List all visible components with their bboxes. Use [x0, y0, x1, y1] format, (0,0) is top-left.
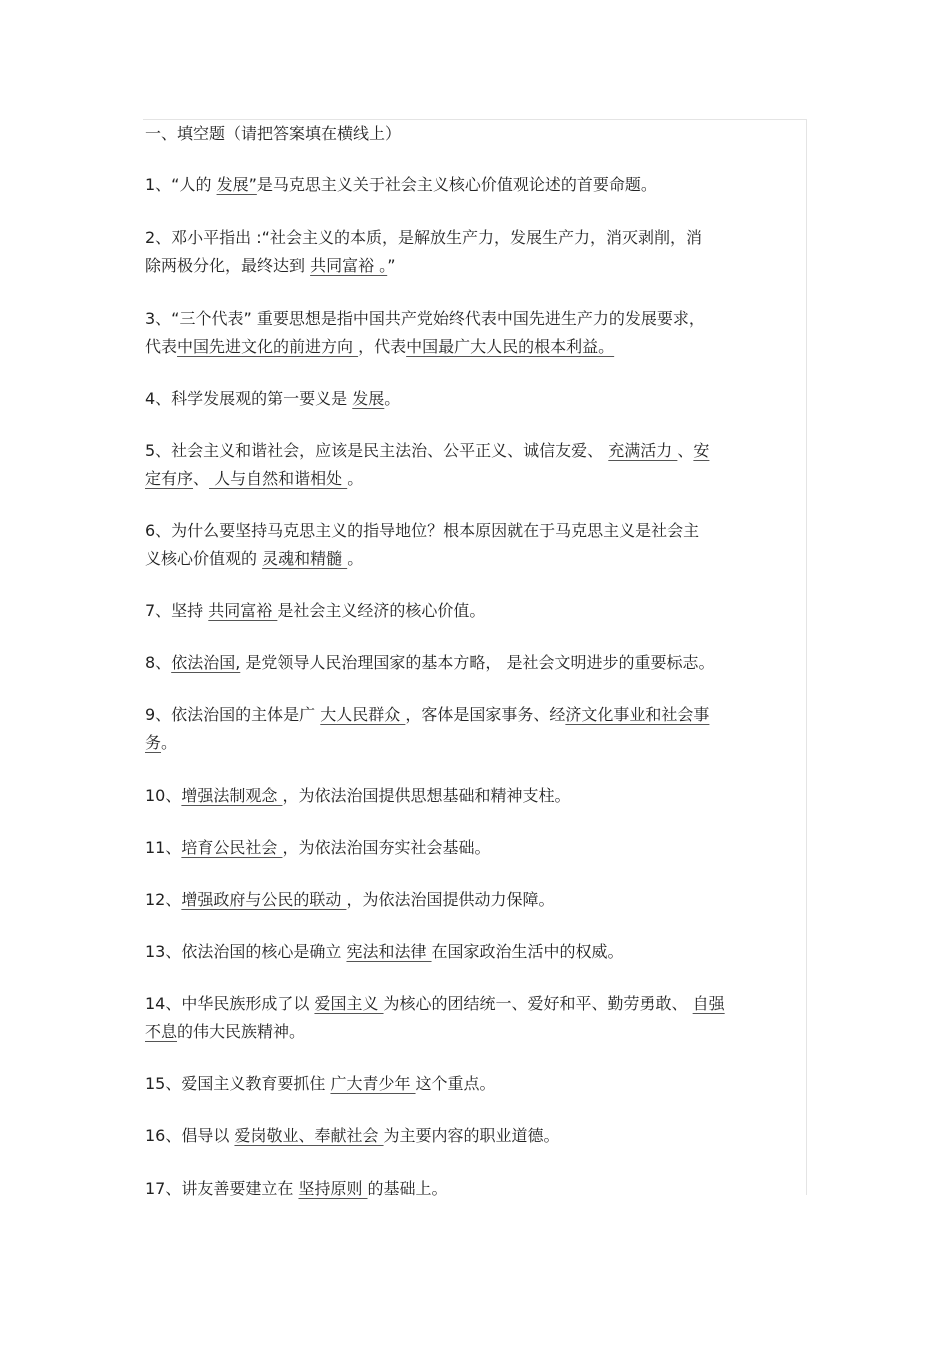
question-text: ，为依法治国夯实社会基础。 [282, 838, 491, 857]
answer-blank: 依法治国, [171, 653, 241, 672]
answer-blank: 不息 [145, 1022, 178, 1041]
answer-blank: 爱国主义 [314, 994, 384, 1013]
answer-blank: 济文化事业和社会事 [565, 705, 710, 724]
question-line [145, 1126, 560, 1146]
answer-blank: 共同富裕 [208, 601, 278, 620]
answer-blank: 宪法和法律 [346, 942, 432, 961]
answer-blank: 自强 [692, 994, 725, 1013]
question-text: 17、讲友善要建立在 [145, 1179, 299, 1198]
question-text: 。 [347, 469, 364, 488]
answer-blank: 大人民群众 [320, 705, 406, 724]
question-text: 8、 [145, 653, 172, 672]
question-text: 是马克思主义关于社会主义核心价值观论述的首要命题。 [256, 175, 657, 194]
question-line [145, 942, 624, 962]
question-text: 2、邓小平指出 :“社会主义的本质，是解放生产力，发展生产力，消灭剥削，消 [145, 228, 702, 247]
question-text: 除两极分化，最终达到 [145, 256, 311, 275]
question-line [145, 441, 709, 461]
question-line [145, 733, 177, 753]
question-text: 是党领导人民治理国家的基本方略， 是社会文明进步的重要标志。 [240, 653, 715, 672]
question-text: 的基础上。 [367, 1179, 448, 1198]
question-text: 。 [161, 733, 178, 752]
question-text: ，为依法治国提供动力保障。 [346, 890, 555, 909]
answer-blank: 培育公民社会 [181, 838, 283, 857]
answer-blank: 共同富裕 。 [310, 256, 388, 275]
question-line [145, 309, 705, 329]
question-text: 。 [347, 549, 364, 568]
question-text: 为主要内容的职业道德。 [383, 1126, 560, 1145]
section-heading: 一、填空题（请把答案填在横线上） [145, 124, 402, 143]
question-text: 11、 [145, 838, 182, 857]
question-text: 1、“人的 [145, 175, 217, 194]
question-text: 15、爱国主义教育要抓住 [145, 1074, 331, 1093]
answer-blank: 灵魂和精髓 [262, 549, 348, 568]
question-text: 14、中华民族形成了以 [145, 994, 315, 1013]
answer-blank: 增强法制观念 [181, 786, 283, 805]
question-text: 代表 [145, 337, 178, 356]
answer-blank: 充满活力 [608, 441, 678, 460]
answer-blank: 发展 [352, 389, 385, 408]
question-text: 的伟大民族精神。 [177, 1022, 306, 1041]
question-text: 3、“三个代表” 重要思想是指中国共产党始终代表中国先进生产力的发展要求， [145, 309, 705, 328]
answer-blank: 广大青少年 [330, 1074, 416, 1093]
answer-blank: 定有序 [145, 469, 194, 488]
question-text: 7、坚持 [145, 601, 209, 620]
question-text: 9、依法治国的主体是广 [145, 705, 321, 724]
question-text: 这个重点。 [415, 1074, 496, 1093]
question-text: ” [387, 256, 396, 275]
question-text: 义核心价值观的 [145, 549, 263, 568]
question-line [145, 389, 400, 409]
question-text: 10、 [145, 786, 182, 805]
question-line [145, 838, 490, 858]
question-text: 是社会主义经济的核心价值。 [277, 601, 486, 620]
question-text: 12、 [145, 890, 182, 909]
question-text: ，代表 [358, 337, 407, 356]
question-line [145, 521, 699, 541]
answer-blank: 坚持原则 [298, 1179, 368, 1198]
answer-blank: 安 [693, 441, 710, 460]
question-line [145, 469, 363, 489]
answer-blank: 增强政府与公民的联动 [181, 890, 347, 909]
question-line [145, 1179, 448, 1199]
question-text: 6、为什么要坚持马克思主义的指导地位？根本原因就在于马克思主义是社会主 [145, 521, 700, 540]
question-text: 4、科学发展观的第一要义是 [145, 389, 353, 408]
question-text: 为核心的团结统一、爱好和平、勤劳勇敢、 [383, 994, 693, 1013]
answer-blank: 爱岗敬业、奉献社会 [234, 1126, 384, 1145]
question-line [145, 601, 485, 621]
answer-blank: 中国先进文化的前进方向 [177, 337, 359, 356]
question-line [145, 549, 363, 569]
question-text: 、 [193, 469, 210, 488]
question-line [145, 256, 395, 276]
question-line [145, 994, 725, 1014]
question-line [145, 786, 570, 806]
question-line [145, 890, 554, 910]
question-line [145, 1022, 305, 1042]
question-text: 16、倡导以 [145, 1126, 235, 1145]
question-line [145, 228, 702, 248]
question-text: 在国家政治生活中的权威。 [431, 942, 624, 961]
answer-blank: 务 [145, 733, 162, 752]
question-line [145, 705, 709, 725]
question-text: ，客体是国家事务、经 [405, 705, 566, 724]
answer-blank: 人与自然和谐相处 [209, 469, 348, 488]
question-line [145, 653, 714, 673]
question-line [145, 175, 657, 195]
question-text: ，为依法治国提供思想基础和精神支柱。 [282, 786, 571, 805]
question-text: 。 [384, 389, 401, 408]
question-text: 13、依法治国的核心是确立 [145, 942, 347, 961]
answer-blank: 中国最广大人民的根本利益。 [406, 337, 615, 356]
question-line [145, 337, 614, 357]
question-line [145, 1074, 496, 1094]
question-text: 、 [677, 441, 694, 460]
answer-blank: 发展” [216, 175, 257, 194]
question-text: 5、社会主义和谐社会，应该是民主法治、公平正义、诚信友爱、 [145, 441, 609, 460]
